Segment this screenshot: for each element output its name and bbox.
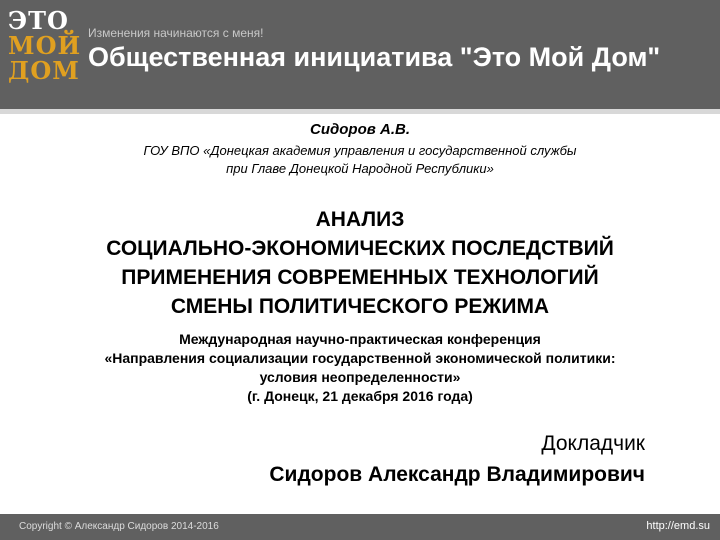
site-tagline: Изменения начинаются с меня! [88,26,264,40]
header-bar [0,0,720,109]
speaker-name: Сидоров Александр Владимирович [269,463,645,486]
title-line-4: СМЕНЫ ПОЛИТИЧЕСКОГО РЕЖИМА [170,295,550,318]
logo-line-3: ДОМ [8,56,80,85]
conference-line-1: Международная научно-практическая конференция [179,331,541,347]
author-name: Сидоров А.В. [310,121,410,138]
logo-line-2: МОЙ [8,31,82,60]
title-line-1: АНАЛИЗ [315,208,405,231]
title-line-3: ПРИМЕНЕНИЯ СОВРЕМЕННЫХ ТЕХНОЛОГИЙ [121,266,599,289]
speaker-role: Докладчик [541,432,645,455]
footer-bar [0,514,720,540]
site-url-link[interactable]: http://emd.su [646,520,710,532]
presentation-title [0,205,720,321]
site-logo[interactable] [8,6,82,88]
affiliation-line-2: при Главе Донецкой Народной Республики» [226,161,494,176]
affiliation-line-1: ГОУ ВПО «Донецкая академия управления и государственной службы [143,143,577,158]
conference-line-4: (г. Донецк, 21 декабря 2016 года) [247,388,473,404]
conference-line-3: условия неопределенности» [259,369,461,385]
conference-line-2: «Направления социализации государственной экономической политики: [104,350,616,366]
conference-info [0,330,720,406]
logo-line-1: ЭТО [8,6,69,35]
copyright-text: Copyright © Александр Сидоров 2014-2016 [19,521,219,532]
title-line-2: СОЦИАЛЬНО-ЭКОНОМИЧЕСКИХ ПОСЛЕДСТВИЙ [106,237,614,260]
affiliation [0,142,720,178]
header-divider [0,109,720,114]
site-title[interactable]: Общественная инициатива "Это Мой Дом" [88,42,661,72]
